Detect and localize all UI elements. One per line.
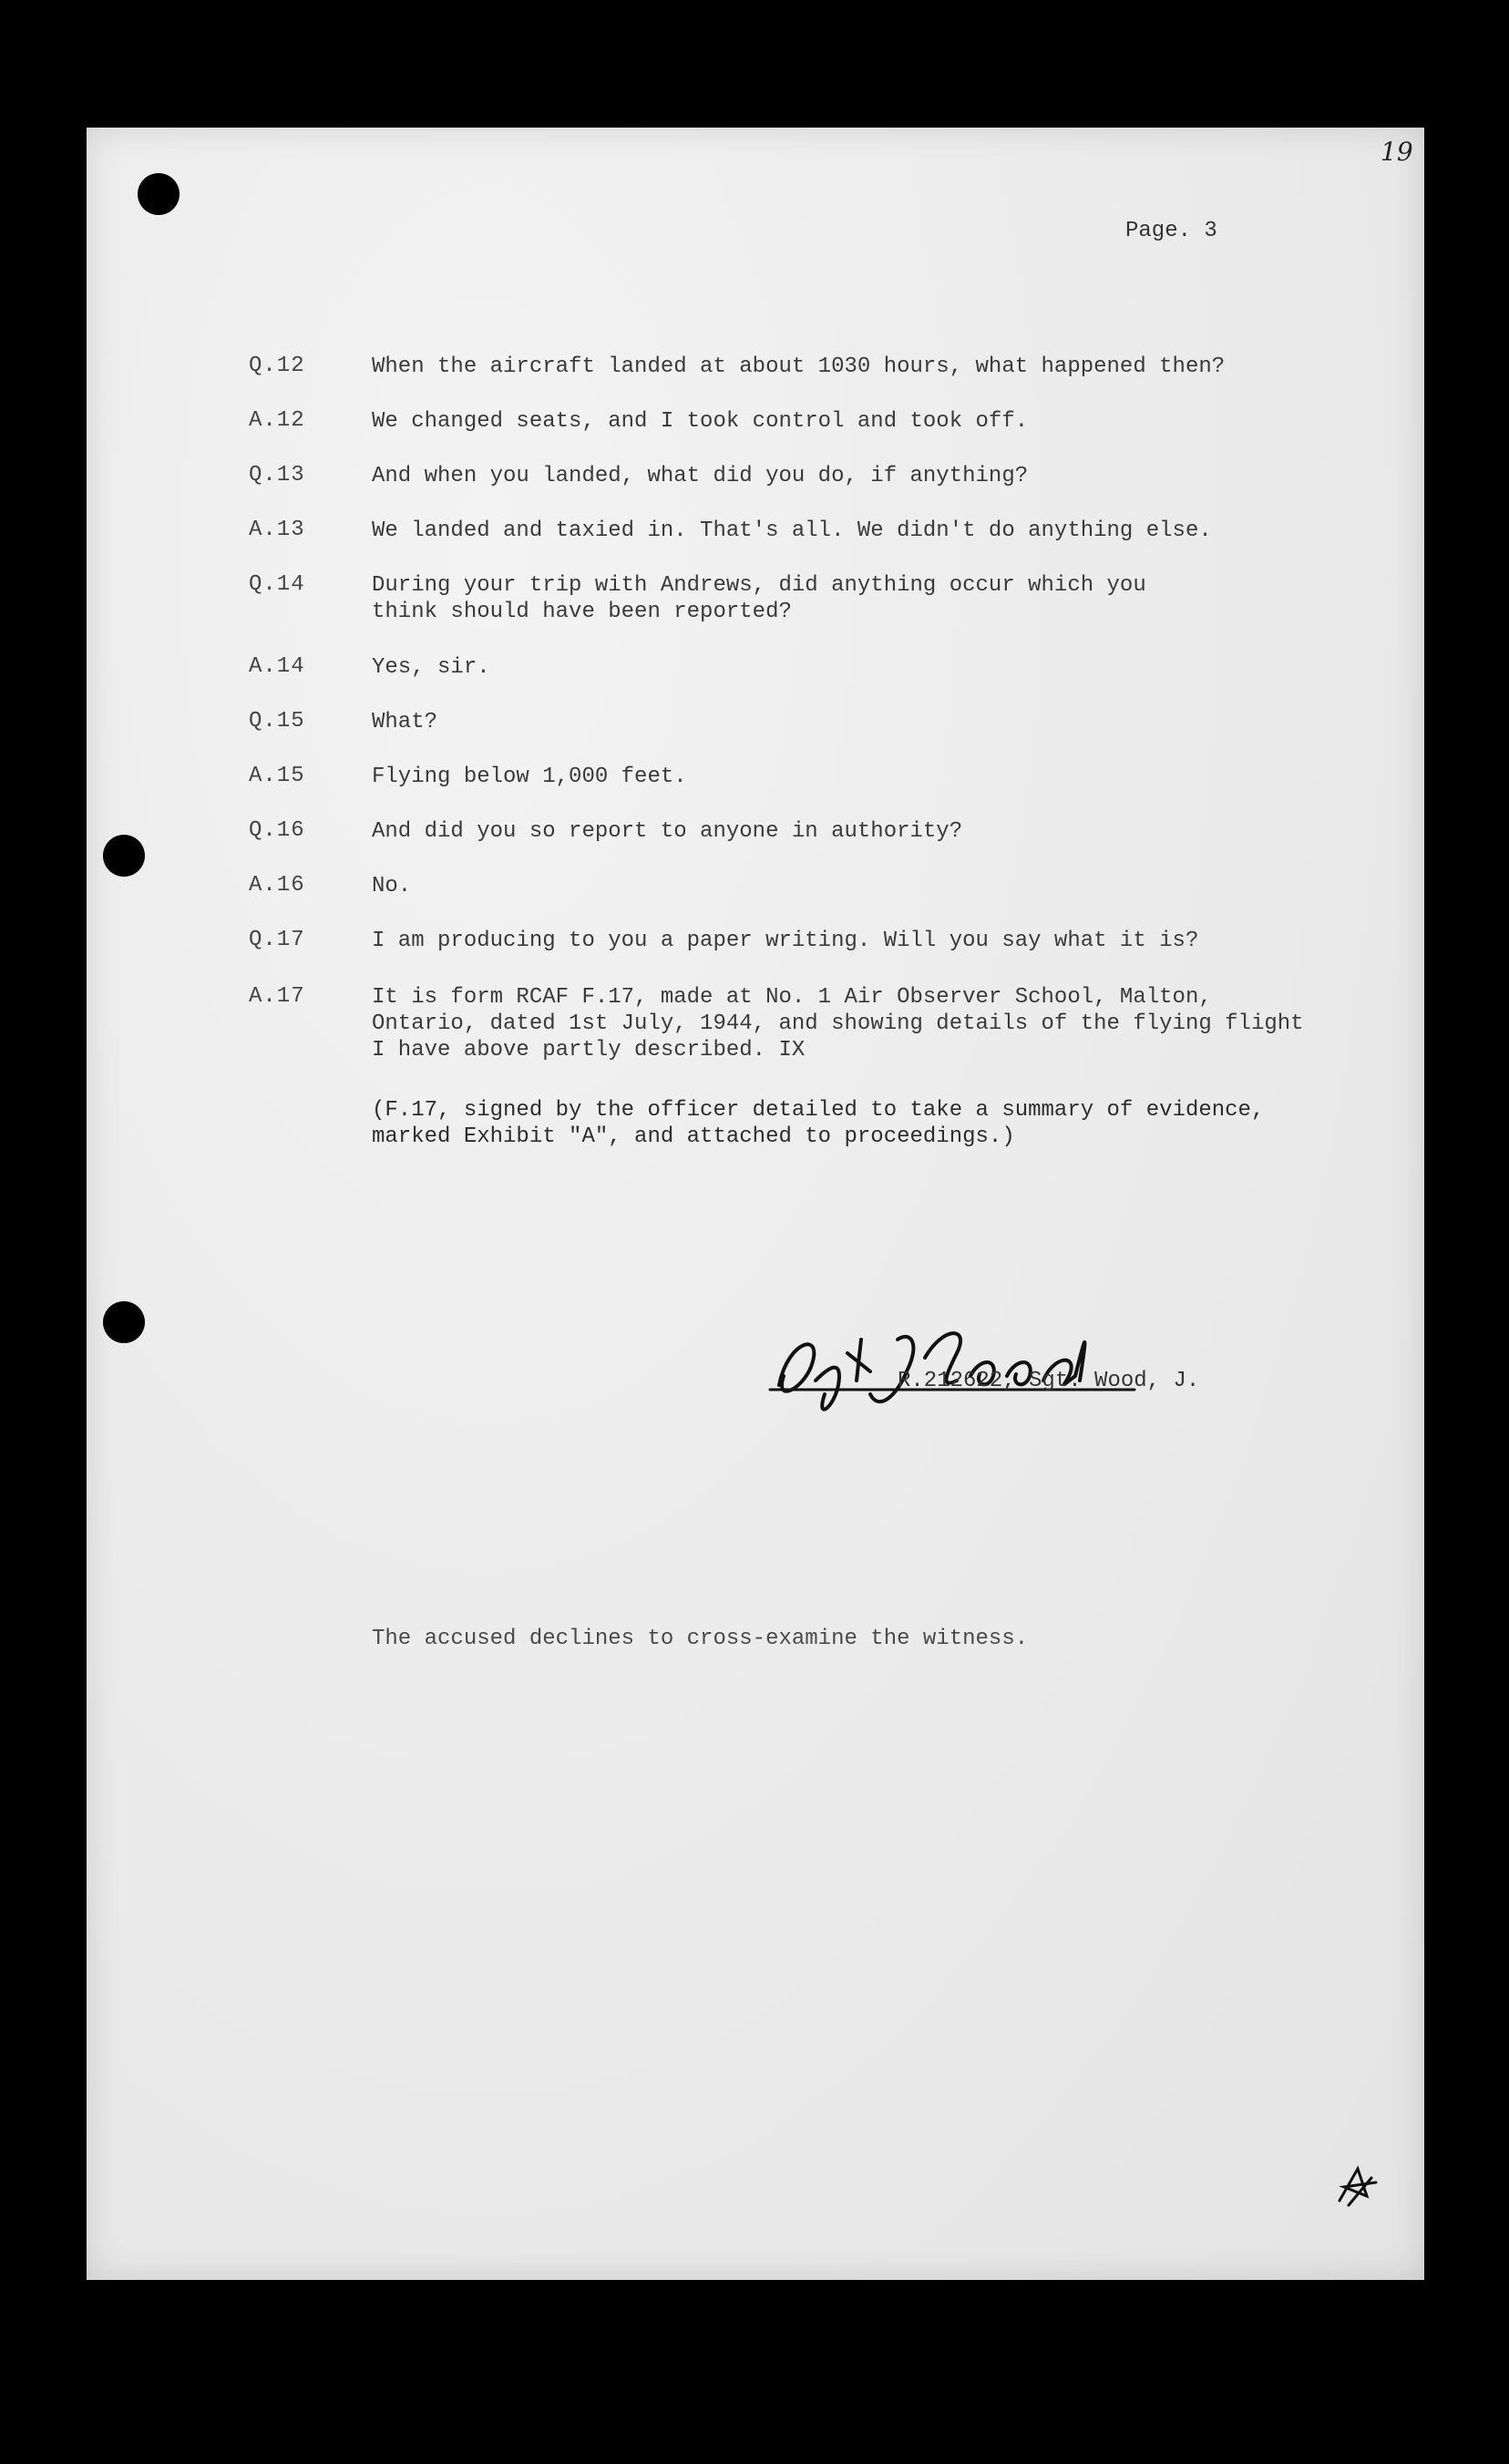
closing-statement: The accused declines to cross-examine the witness. bbox=[372, 1627, 1029, 1651]
qa-label: A.13 bbox=[249, 518, 305, 542]
qa-text: And when you landed, what did you do, if anything? bbox=[372, 464, 1029, 488]
qa-text: Flying below 1,000 feet. bbox=[372, 765, 687, 789]
qa-label: Q.14 bbox=[249, 572, 305, 597]
qa-label: Q.15 bbox=[249, 709, 305, 734]
qa-label: Q.12 bbox=[249, 354, 305, 378]
qa-text: And did you so report to anyone in authority? bbox=[372, 819, 963, 844]
qa-label: Q.13 bbox=[249, 463, 305, 488]
qa-text: I am producing to you a paper writing. Will you say what it is? bbox=[372, 929, 1199, 953]
qa-text: We changed seats, and I took control and took off. bbox=[372, 409, 1029, 434]
handwritten-signature bbox=[761, 1303, 1326, 1431]
qa-label: A.14 bbox=[249, 654, 305, 679]
qa-text: When the aircraft landed at about 1030 hours, what happened then? bbox=[372, 354, 1226, 379]
qa-text: Yes, sir. bbox=[372, 655, 490, 680]
punch-hole-bottom bbox=[103, 1301, 145, 1343]
initials-mark-icon bbox=[1330, 2160, 1385, 2214]
typed-signature-line: R.212622, Sgt. Wood, J. bbox=[898, 1369, 1200, 1393]
document-page bbox=[87, 128, 1424, 2280]
qa-label: Q.17 bbox=[249, 928, 305, 952]
qa-label: Q.16 bbox=[249, 818, 305, 843]
qa-text: No. bbox=[372, 874, 412, 898]
qa-label: A.17 bbox=[249, 984, 305, 1009]
corner-page-number: 19 bbox=[1381, 137, 1413, 167]
signature-block bbox=[761, 1303, 1326, 1431]
qa-text: We landed and taxied in. That's all. We didn't do anything else. bbox=[372, 518, 1212, 543]
punch-hole-middle bbox=[103, 835, 145, 877]
qa-text: During your trip with Andrews, did anything occur which you think should have been reported? bbox=[372, 573, 1146, 624]
qa-text: What? bbox=[372, 710, 438, 734]
qa-label: A.15 bbox=[249, 764, 305, 788]
page-label: Page. 3 bbox=[1125, 219, 1217, 243]
qa-text: It is form RCAF F.17, made at No. 1 Air Observer School, Malton, Ontario, dated 1st July, 1944, and showing details of the flying flight I have above partly described. IX bbox=[372, 985, 1304, 1063]
qa-label: A.16 bbox=[249, 873, 305, 898]
qa-label: A.12 bbox=[249, 408, 305, 433]
exhibit-note: (F.17, signed by the officer detailed to take a summary of evidence, marked Exhibit "A", and attached to proceedings.) bbox=[372, 1098, 1265, 1149]
punch-hole-top bbox=[138, 173, 180, 215]
